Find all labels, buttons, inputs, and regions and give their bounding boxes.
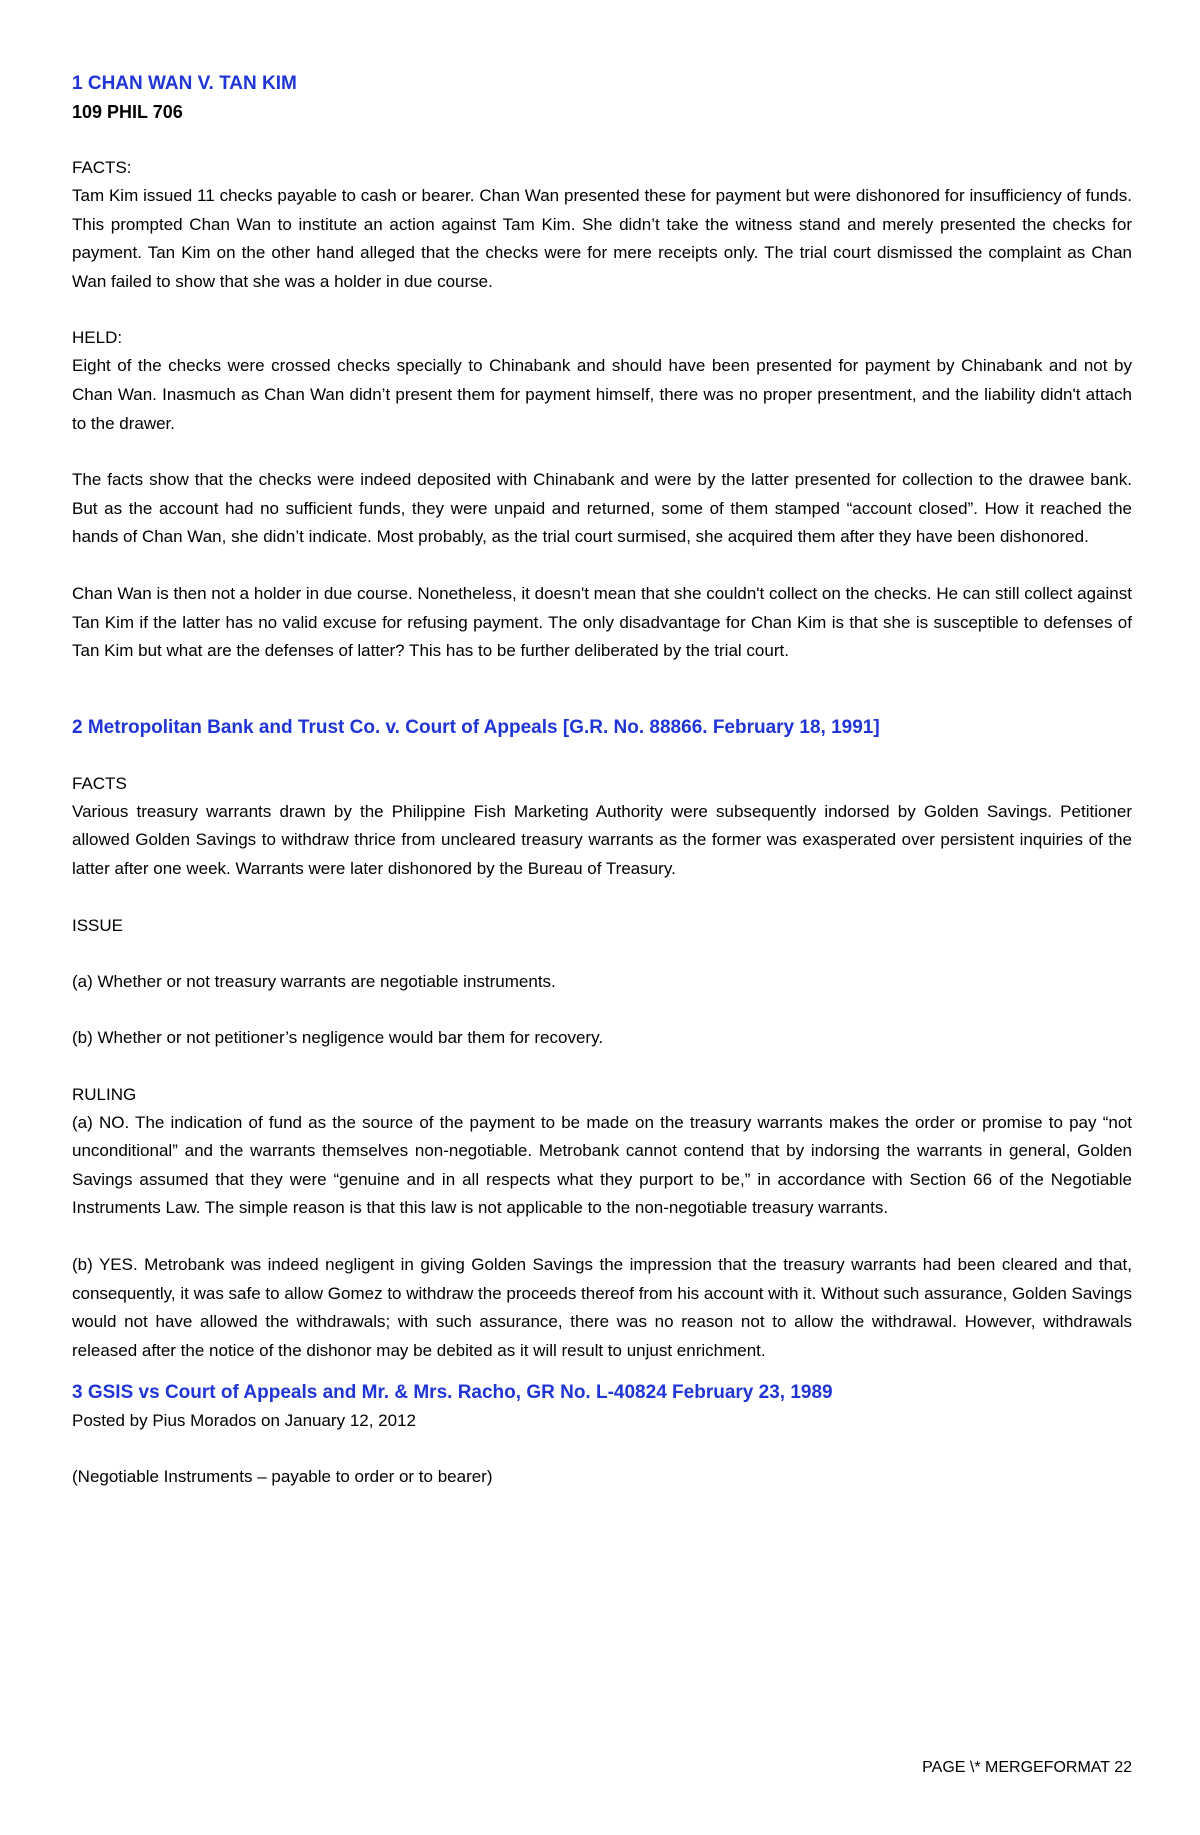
case-3-posted-by: Posted by Pius Morados on January 12, 2012 <box>72 1411 416 1431</box>
case-2-issue-b: (b) Whether or not petitioner’s negligence would bar them for recovery. <box>72 1028 604 1048</box>
case-2-ruling-b: (b) YES. Metrobank was indeed negligent in giving Golden Savings the impression that the treasury warrants had been cleared and that, consequently, it was safe to allow Gomez to withdraw the proceeds thereof from his account with it. Without such assurance, Golden Savings would not have allowed the withdrawals; with such assurance, there was no reason not to allow the withdrawal. However, withdrawals released after the notice of the dishonor may be debited as it will result to unjust enrichment. <box>72 1255 1132 1360</box>
case-3 <box>72 1379 1132 1491</box>
case-2-ruling-a: (a) NO. The indication of fund as the source of the payment to be made on the treasury warrants makes the order or promise to pay “not unconditional” and the warrants themselves non-negotiable. Metrobank cannot contend that by indorsing the warrants in general, Golden Savings assumed that they were “genuine and in all respects what they purport to be,” in accordance with Section 66 of the Negotiable Instruments Law. The simple reason is that this law is not applicable to the non-negotiable treasury warrants. <box>72 1112 1132 1218</box>
case-3-topic: (Negotiable Instruments – payable to order or to bearer) <box>72 1467 493 1487</box>
case-2 <box>72 714 1132 1366</box>
case-1-held-label: HELD: <box>72 328 123 348</box>
case-3-title: 3 GSIS vs Court of Appeals and Mr. & Mrs. Racho, GR No. L-40824 February 23, 1989 <box>72 1382 833 1404</box>
case-1-held-paragraph: Eight of the checks were crossed checks specially to Chinabank and should have been presented for payment by Chinabank and not by Chan Wan. Inasmuch as Chan Wan didn’t present them for payment himself, there was no proper presentment, and the liability didn't attach to the drawer. <box>72 356 1132 433</box>
case-2-ruling-label: RULING <box>72 1084 137 1104</box>
case-1-citation: 109 PHIL 706 <box>72 102 183 122</box>
case-2-facts: Various treasury warrants drawn by the Philippine Fish Marketing Authority were subsequently indorsed by Golden Savings. Petitioner allowed Golden Savings to withdraw thrice from uncleared treasury warrants as the former was exasperated over persistent inquiries of the latter after one week. Warrants were later dishonored by the Bureau of Treasury. <box>72 801 1132 878</box>
page-number-footer: PAGE \* MERGEFORMAT 22 <box>922 1759 1132 1776</box>
case-2-title: 2 Metropolitan Bank and Trust Co. v. Court of Appeals [G.R. No. 88866. February 18, 1991] <box>72 716 880 738</box>
case-1 <box>72 70 1132 666</box>
case-1-facts-label: FACTS: <box>72 158 132 177</box>
document-page <box>72 70 1132 1491</box>
case-1-held-paragraph: The facts show that the checks were indeed deposited with Chinabank and were by the latter presented for collection to the drawee bank. But as the account had no sufficient funds, they were unpaid and returned, some of them stamped “account closed”. How it reached the hands of Chan Wan, she didn’t indicate. Most probably, as the trial court surmised, she acquired them after they have been dishonored. <box>72 470 1132 547</box>
case-1-held-paragraph: Chan Wan is then not a holder in due course. Nonetheless, it doesn't mean that she couldn't collect on the checks. He can still collect against Tan Kim if the latter has no valid excuse for refusing payment. The only disadvantage for Chan Kim is that she is susceptible to defenses of Tan Kim but what are the defenses of latter? This has to be further deliberated by the trial court. <box>72 583 1132 661</box>
case-2-facts-label: FACTS <box>72 773 127 793</box>
case-1-facts: Tam Kim issued 11 checks payable to cash or bearer. Chan Wan presented these for payment but were dishonored for insufficiency of funds. This prompted Chan Wan to institute an action against Tam Kim. She didn’t take the witness stand and merely presented the checks for payment. Tan Kim on the other hand alleged that the checks were for mere receipts only. The trial court dismissed the complaint as Chan Wan failed to show that she was a holder in due course. <box>72 186 1132 291</box>
case-1-title: 1 CHAN WAN V. TAN KIM <box>72 73 297 94</box>
case-2-issue-label: ISSUE <box>72 915 124 935</box>
case-2-issue-a: (a) Whether or not treasury warrants are negotiable instruments. <box>72 971 556 991</box>
